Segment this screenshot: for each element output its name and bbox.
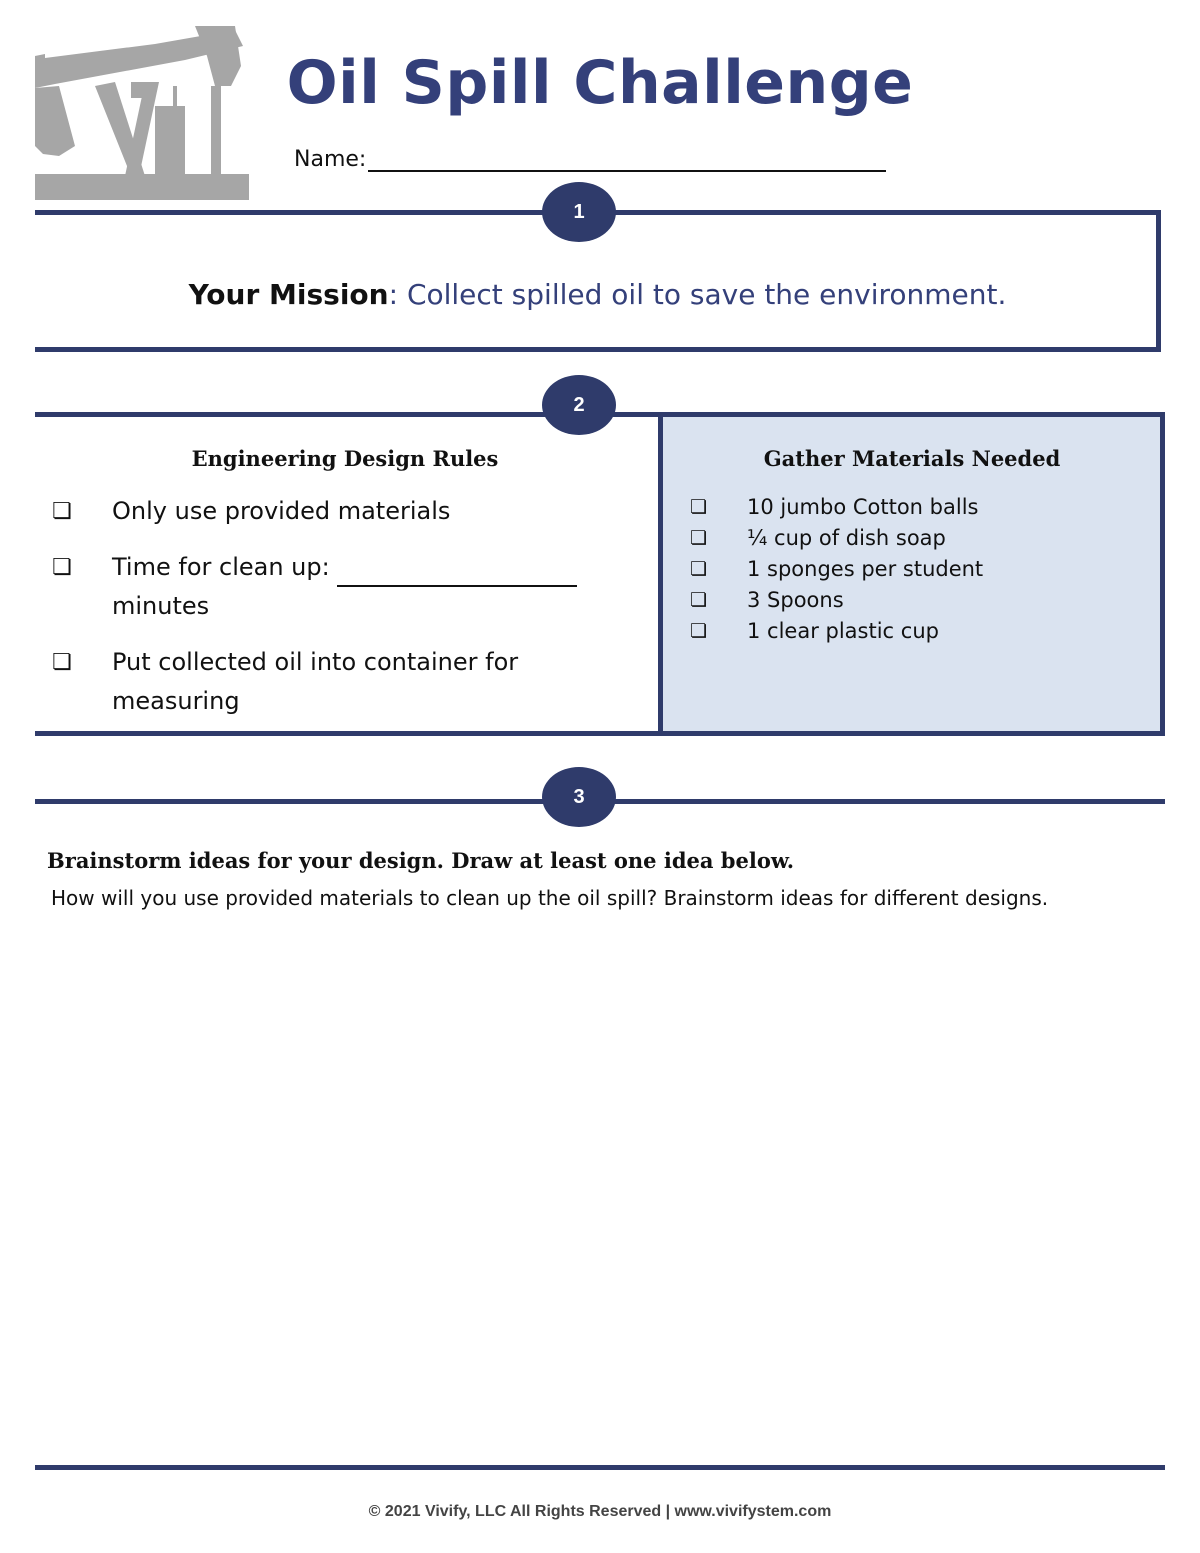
- footer-divider: [35, 1465, 1165, 1470]
- step-badge-3: 3: [542, 767, 616, 827]
- mission-text: Collect spilled oil to save the environment.: [406, 278, 1007, 311]
- rules-heading: Engineering Design Rules: [191, 446, 499, 471]
- brainstorm-heading: Brainstorm ideas for your design. Draw at least one idea below.: [47, 848, 795, 873]
- mission-label: Your Mission: [188, 278, 389, 311]
- step-badge-2: 2: [542, 375, 616, 435]
- checkbox-icon[interactable]: ❏: [52, 650, 72, 675]
- brainstorm-instructions: How will you use provided materials to clean up the oil spill? Brainstorm ideas for different designs.: [51, 886, 1049, 910]
- checkbox-icon[interactable]: ❏: [52, 499, 72, 524]
- rule-text: Only use provided materials: [112, 497, 451, 525]
- time-blank-line[interactable]: [337, 559, 577, 587]
- material-item: [690, 585, 983, 616]
- rule-item: [52, 643, 632, 721]
- materials-list: [690, 492, 983, 647]
- page-title: Oil Spill Challenge: [286, 48, 914, 118]
- rule-item: [52, 492, 632, 531]
- mission-statement: [35, 278, 1160, 311]
- material-item: [690, 523, 983, 554]
- section1-bottom-border: [35, 347, 1161, 352]
- checkbox-icon[interactable]: ❏: [690, 527, 708, 549]
- checkbox-icon[interactable]: ❏: [690, 620, 708, 642]
- step-badge-1: 1: [542, 182, 616, 242]
- checkbox-icon[interactable]: ❏: [52, 555, 72, 580]
- name-label: Name:: [294, 147, 367, 172]
- mission-separator: :: [388, 278, 407, 311]
- material-text: ¼ cup of dish soap: [747, 526, 946, 550]
- rule-text: Put collected oil into container for measuring: [112, 648, 519, 715]
- name-field[interactable]: [294, 146, 886, 172]
- rule-text: Time for clean up:: [112, 553, 330, 581]
- material-text: 1 sponges per student: [747, 557, 984, 581]
- material-item: [690, 492, 983, 523]
- rules-list: [52, 492, 632, 738]
- materials-heading: Gather Materials Needed: [763, 446, 1061, 471]
- checkbox-icon[interactable]: ❏: [690, 558, 708, 580]
- material-item: [690, 616, 983, 647]
- material-item: [690, 554, 983, 585]
- rule-item: [52, 548, 632, 626]
- name-blank-line[interactable]: [368, 146, 886, 172]
- material-text: 1 clear plastic cup: [747, 619, 939, 643]
- copyright-footer: © 2021 Vivify, LLC All Rights Reserved | www.vivifystem.com: [368, 1503, 832, 1520]
- material-text: 10 jumbo Cotton balls: [747, 495, 979, 519]
- material-text: 3 Spoons: [747, 588, 844, 612]
- checkbox-icon[interactable]: ❏: [690, 589, 708, 611]
- rule-minutes: minutes: [112, 592, 210, 620]
- checkbox-icon[interactable]: ❏: [690, 496, 708, 518]
